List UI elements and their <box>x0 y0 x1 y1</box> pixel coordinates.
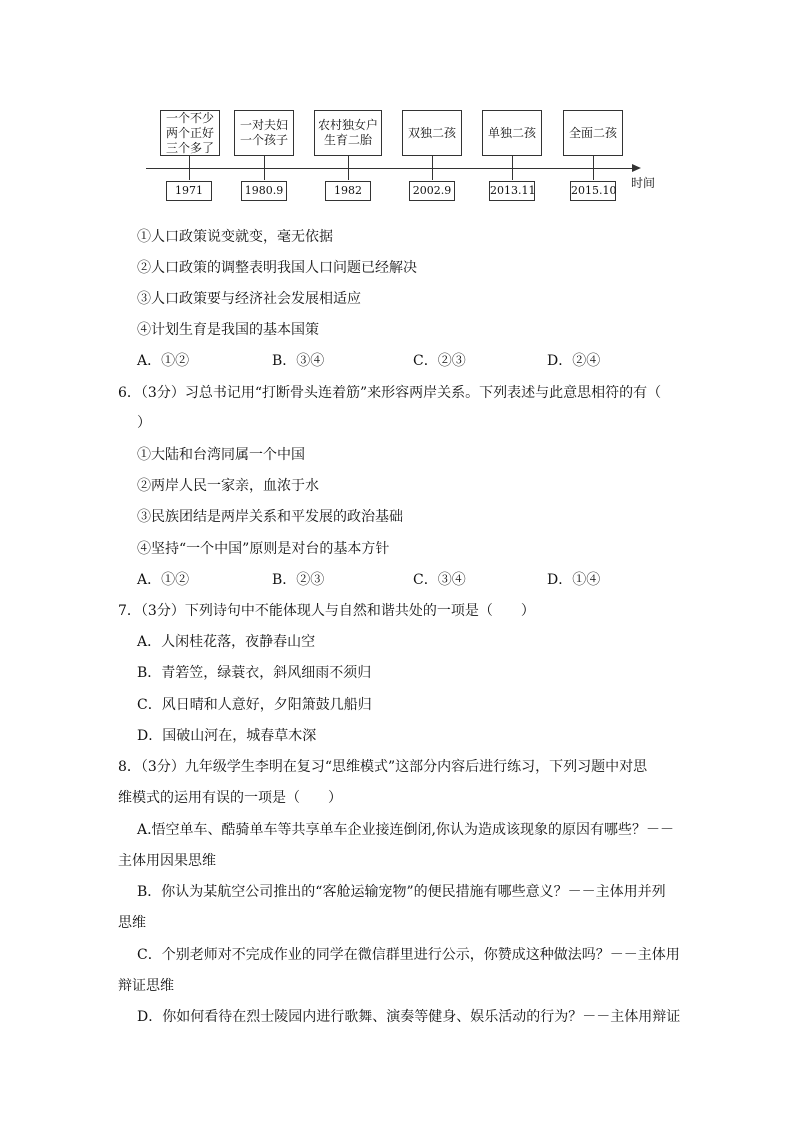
q8-option-a: A.悟空单车、酷骑单车等共享单车企业接连倒闭,你认为造成该现象的原因有哪些？－－ <box>137 822 675 838</box>
timeline-stem <box>189 156 190 180</box>
q6-stem: 6．（3分）习总书记用“打断骨头连着筋”来形容两岸关系。下列表述与此意思相符的有（ <box>118 385 662 401</box>
q8-option-c: C．个别老师对不完成作业的同学在微信群里进行公示，你赞成这种做法吗？－－主体用 <box>137 947 680 963</box>
q8-option-a-cont: 主体用因果思维 <box>118 853 216 869</box>
q6-option-c: C．③④ <box>413 572 466 588</box>
q6-item-2: ②两岸人民一家亲，血浓于水 <box>137 478 319 494</box>
timeline-stem <box>348 156 349 180</box>
q7-option-a: A．人闲桂花落，夜静春山空 <box>137 634 316 650</box>
timeline-date-2: 1980.9 <box>241 181 287 201</box>
timeline-date-3: 1982 <box>325 181 371 201</box>
q8-option-c-cont: 辩证思维 <box>118 978 174 994</box>
timeline-axis <box>146 168 636 169</box>
q5-option-d: D．②④ <box>547 353 601 369</box>
timeline-date-5: 2013.11 <box>489 181 535 201</box>
timeline-box-2: 一对夫妇 一个孩子 <box>234 110 294 156</box>
q6-item-4: ④坚持“一个中国”原则是对台的基本方针 <box>137 541 390 557</box>
q8-option-d: D．你如何看待在烈士陵园内进行歌舞、演奏等健身、娱乐活动的行为？－－主体用辩证 <box>137 1009 681 1025</box>
q5-item-1: ①人口政策说变就变，毫无依据 <box>137 229 333 245</box>
q6-item-3: ③民族团结是两岸关系和平发展的政治基础 <box>137 509 403 525</box>
timeline-date-1: 1971 <box>166 181 212 201</box>
q7-option-d: D．国破山河在，城春草木深 <box>137 728 317 744</box>
timeline-box-6: 全面二孩 <box>563 110 623 156</box>
q6-item-1: ①大陆和台湾同属一个中国 <box>137 447 305 463</box>
timeline-axis-label: 时间 <box>631 176 656 190</box>
q5-option-a: A．①② <box>137 353 190 369</box>
timeline-stem <box>512 156 513 180</box>
population-policy-timeline <box>0 0 794 210</box>
timeline-stem <box>432 156 433 180</box>
q5-item-2: ②人口政策的调整表明我国人口问题已经解决 <box>137 260 417 276</box>
timeline-date-4: 2002.9 <box>409 181 455 201</box>
q5-option-c: C．②③ <box>413 353 466 369</box>
q5-item-3: ③人口政策要与经济社会发展相适应 <box>137 291 361 307</box>
timeline-box-3: 农村独女户 生育二胎 <box>314 110 382 156</box>
q7-option-b: B．青箬笠，绿蓑衣，斜风细雨不须归 <box>137 665 372 681</box>
timeline-box-4: 双独二孩 <box>402 110 462 156</box>
q8-option-b-cont: 思维 <box>118 915 146 931</box>
timeline-box-5: 单独二孩 <box>482 110 542 156</box>
q6-stem-cont: ） <box>137 415 151 431</box>
q7-stem: 7．（3分）下列诗句中不能体现人与自然和谐共处的一项是（ ） <box>118 603 535 619</box>
q5-item-4: ④计划生育是我国的基本国策 <box>137 322 319 338</box>
timeline-stem <box>264 156 265 180</box>
q8-stem-cont: 维模式的运用有误的一项是（ ） <box>118 790 342 806</box>
timeline-date-6: 2015.10 <box>570 181 616 201</box>
q7-option-c: C．风日晴和人意好，夕阳箫鼓几船归 <box>137 697 372 713</box>
q6-option-b: B．②③ <box>272 572 325 588</box>
q5-option-b: B．③④ <box>272 353 325 369</box>
timeline-box-1: 一个不少 两个正好 三个多了 <box>160 110 220 156</box>
q6-option-d: D．①④ <box>547 572 601 588</box>
q8-option-b: B．你认为某航空公司推出的“客舱运输宠物”的便民措施有哪些意义？－－主体用并列 <box>137 884 666 900</box>
q6-option-a: A．①② <box>137 572 190 588</box>
timeline-stem <box>593 156 594 180</box>
q8-stem: 8．（3分）九年级学生李明在复习“思维模式”这部分内容后进行练习，下列习题中对思 <box>118 759 648 775</box>
timeline-arrow-icon <box>632 164 641 172</box>
